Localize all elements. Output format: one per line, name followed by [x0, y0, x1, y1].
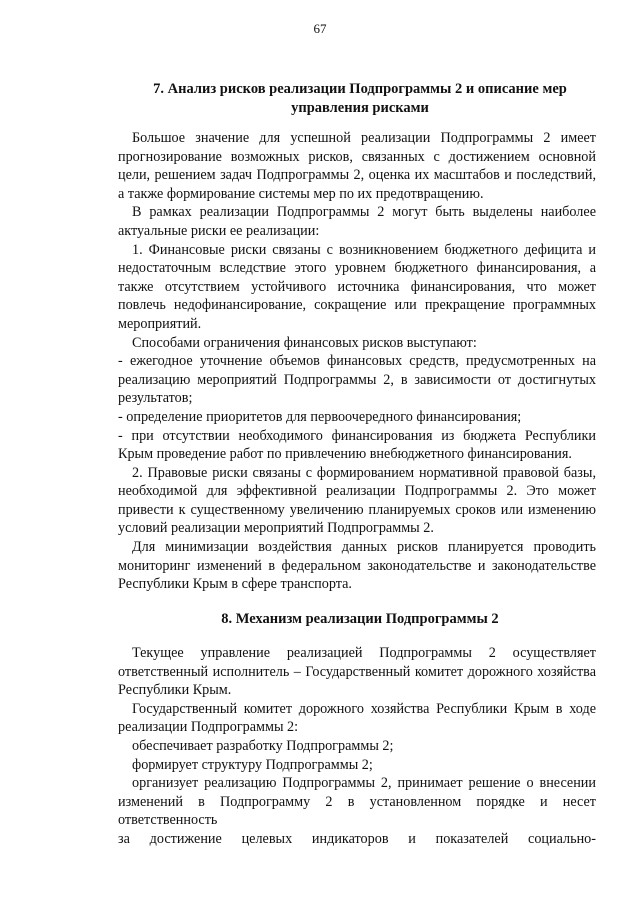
paragraph-continuation: за достижение целевых индикаторов и показателей социально- [118, 830, 596, 847]
paragraph: Для минимизации воздействия данных рисков планируется проводить мониторинг изменений в федеральном законодательстве и законодательстве Республики Крым в сфере транспорта. [118, 539, 596, 593]
section-8-heading: 8. Механизм реализации Подпрограммы 2 [221, 611, 499, 627]
paragraph: 2. Правовые риски связаны с формированием нормативной правовой базы, необходимой для эффективной реализации Подпрограммы 2. Это может привести к существенному увеличению планируемых сроков или изменению условий реализации мероприятий Подпрограммы 2. [118, 464, 596, 537]
list-item: формирует структуру Подпрограммы 2; [132, 756, 373, 773]
list-item: обеспечивает разработку Подпрограммы 2; [132, 737, 394, 754]
list-item: - определение приоритетов для первоочередного финансирования; [118, 408, 522, 425]
section-7-body [118, 129, 596, 594]
paragraph: Текущее управление реализацией Подпрограммы 2 осуществляет ответственный исполнитель – Государственный комитет дорожного хозяйства Республики Крым. [118, 645, 596, 699]
section-7-heading-line-1: 7. Анализ рисков реализации Подпрограммы 2 и описание мер [153, 81, 567, 97]
section-8-body [118, 644, 596, 849]
list-item: организует реализацию Подпрограммы 2, принимает решение о внесении изменений в Подпрограмму 2 в установленном порядке и несет ответственность [118, 775, 596, 829]
paragraph: В рамках реализации Подпрограммы 2 могут быть выделены наиболее актуальные риски ее реализации: [118, 204, 596, 239]
paragraph: Способами ограничения финансовых рисков выступают: [132, 334, 477, 351]
page-number: 67 [313, 21, 327, 36]
paragraph: Большое значение для успешной реализации Подпрограммы 2 имеет прогнозирование возможных рисков, связанных с достижением основной цели, решением задач Подпрограммы 2, оценка их масштабов и последствий, а также формирование системы мер по их предотвращению. [118, 130, 596, 202]
paragraph: 1. Финансовые риски связаны с возникновением бюджетного дефицита и недостаточным вследствие этого уровнем бюджетного финансирования, а также отсутствием устойчивого источника финансирования, что может повлечь недофинансирование, сокращение или прекращение программных мероприятий. [118, 241, 596, 332]
list-item: - при отсутствии необходимого финансирования из бюджета Республики Крым проведение работ по привлечению внебюджетного финансирования. [118, 427, 596, 463]
paragraph: Государственный комитет дорожного хозяйства Республики Крым в ходе реализации Подпрограммы 2: [118, 700, 596, 736]
list-item: - ежегодное уточнение объемов финансовых средств, предусмотренных на реализацию мероприятий Подпрограммы 2, в зависимости от достигнутых результатов; [118, 353, 596, 407]
section-7-heading-line-2: управления рисками [291, 100, 429, 116]
